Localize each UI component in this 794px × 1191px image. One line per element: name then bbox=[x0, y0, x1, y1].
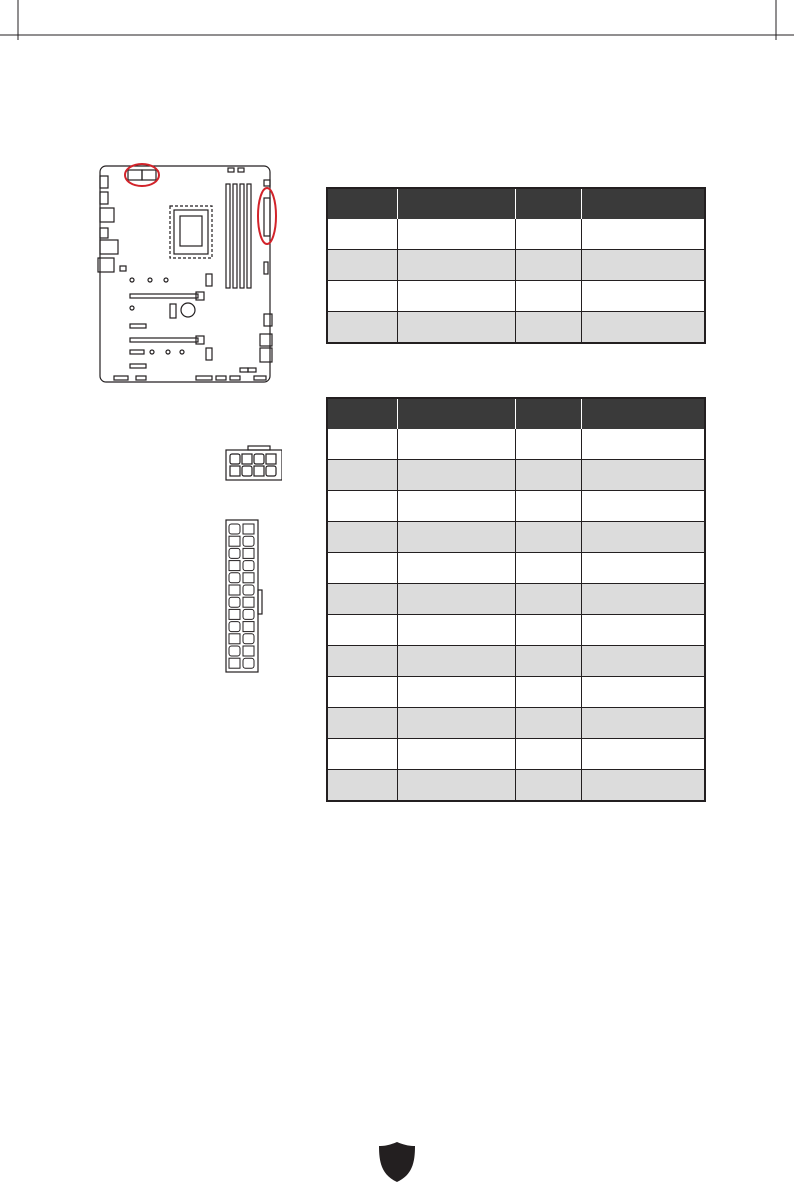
table-cell bbox=[327, 646, 397, 677]
table-row bbox=[327, 460, 705, 491]
table-row bbox=[327, 708, 705, 739]
table-cell bbox=[515, 281, 581, 312]
crop-mark bbox=[0, 0, 794, 40]
connector-pin bbox=[243, 548, 254, 558]
connector-pin bbox=[243, 585, 254, 595]
8-pin-connector-icon bbox=[222, 444, 282, 484]
connector-pin bbox=[229, 622, 240, 632]
table-row bbox=[327, 553, 705, 584]
table-row bbox=[327, 219, 705, 250]
header-cell bbox=[397, 398, 515, 429]
connector-pin bbox=[229, 658, 240, 668]
table-cell bbox=[327, 460, 397, 491]
table-cell bbox=[515, 429, 581, 460]
table-cell bbox=[397, 739, 515, 770]
connector-pin bbox=[243, 609, 254, 619]
table-cell bbox=[397, 219, 515, 250]
connector-pin bbox=[243, 646, 254, 656]
table-row bbox=[327, 312, 705, 344]
shield-logo-icon bbox=[378, 1141, 416, 1183]
connector-pin bbox=[229, 573, 240, 583]
table-cell bbox=[397, 708, 515, 739]
24-pin-connector-icon bbox=[222, 518, 264, 674]
table-cell bbox=[327, 312, 397, 344]
header-cell bbox=[581, 398, 705, 429]
connector-pin bbox=[229, 524, 240, 534]
connector-pin bbox=[243, 634, 254, 644]
connector-pin bbox=[243, 536, 254, 546]
table-cell bbox=[327, 770, 397, 802]
header-cell bbox=[327, 188, 397, 219]
table-cell bbox=[327, 553, 397, 584]
table-cell bbox=[327, 522, 397, 553]
table-cell bbox=[581, 219, 705, 250]
table-cell bbox=[515, 708, 581, 739]
table-cell bbox=[515, 770, 581, 802]
table-cell bbox=[397, 615, 515, 646]
table-row bbox=[327, 491, 705, 522]
table-row bbox=[327, 615, 705, 646]
table-cell bbox=[515, 584, 581, 615]
connector-pin bbox=[229, 609, 240, 619]
table-cell bbox=[327, 584, 397, 615]
header-cell bbox=[581, 188, 705, 219]
table-cell bbox=[581, 739, 705, 770]
table-cell bbox=[397, 250, 515, 281]
table-cell bbox=[397, 553, 515, 584]
table-cell bbox=[515, 646, 581, 677]
connector-pin bbox=[229, 536, 240, 546]
connector-pin bbox=[243, 573, 254, 583]
table-cell bbox=[581, 429, 705, 460]
table-cell bbox=[581, 615, 705, 646]
connector-pin bbox=[229, 561, 240, 571]
table-cell bbox=[397, 460, 515, 491]
table-cell bbox=[515, 553, 581, 584]
table-cell bbox=[327, 250, 397, 281]
connector-pin bbox=[229, 548, 240, 558]
table-cell bbox=[581, 250, 705, 281]
connector-pin bbox=[229, 646, 240, 656]
table-cell bbox=[327, 281, 397, 312]
table-row bbox=[327, 770, 705, 802]
table-cell bbox=[327, 615, 397, 646]
table-cell bbox=[581, 646, 705, 677]
pin-table-8pin bbox=[326, 187, 706, 344]
header-cell bbox=[397, 188, 515, 219]
table-cell bbox=[327, 708, 397, 739]
table-cell bbox=[327, 429, 397, 460]
table-row bbox=[327, 281, 705, 312]
table-cell bbox=[515, 522, 581, 553]
table-row bbox=[327, 677, 705, 708]
table-row bbox=[327, 522, 705, 553]
table-cell bbox=[515, 615, 581, 646]
table-cell bbox=[581, 770, 705, 802]
table-header bbox=[327, 188, 705, 219]
table-cell bbox=[397, 646, 515, 677]
table-header bbox=[327, 398, 705, 429]
table-cell bbox=[397, 491, 515, 522]
table-row bbox=[327, 250, 705, 281]
table-cell bbox=[515, 460, 581, 491]
table-cell bbox=[397, 770, 515, 802]
table-cell bbox=[515, 219, 581, 250]
connector-pin bbox=[243, 622, 254, 632]
connector-pin bbox=[243, 597, 254, 607]
table-row bbox=[327, 646, 705, 677]
header-cell bbox=[327, 398, 397, 429]
table-cell bbox=[515, 491, 581, 522]
table-cell bbox=[515, 312, 581, 344]
table-cell bbox=[581, 460, 705, 491]
table-cell bbox=[581, 708, 705, 739]
table-cell bbox=[397, 522, 515, 553]
table-cell bbox=[515, 677, 581, 708]
table-cell bbox=[581, 281, 705, 312]
pin-table-24pin bbox=[326, 397, 706, 802]
header-cell bbox=[515, 398, 581, 429]
connector-pin bbox=[229, 597, 240, 607]
connector-pin bbox=[229, 585, 240, 595]
table-row bbox=[327, 584, 705, 615]
table-row bbox=[327, 739, 705, 770]
table-cell bbox=[327, 491, 397, 522]
table-cell bbox=[581, 522, 705, 553]
table-cell bbox=[515, 250, 581, 281]
connector-pin bbox=[243, 658, 254, 668]
connector-pin bbox=[243, 561, 254, 571]
table-cell bbox=[327, 677, 397, 708]
table-cell bbox=[327, 219, 397, 250]
table-cell bbox=[581, 491, 705, 522]
table-row bbox=[327, 429, 705, 460]
table-cell bbox=[397, 281, 515, 312]
connector-pin bbox=[243, 524, 254, 534]
table-cell bbox=[581, 312, 705, 344]
header-cell bbox=[515, 188, 581, 219]
table-cell bbox=[581, 584, 705, 615]
table-cell bbox=[397, 677, 515, 708]
table-cell bbox=[581, 677, 705, 708]
motherboard-layout-icon bbox=[96, 156, 282, 388]
table-cell bbox=[397, 312, 515, 344]
table-cell bbox=[515, 739, 581, 770]
connector-pin bbox=[229, 634, 240, 644]
table-cell bbox=[327, 739, 397, 770]
table-cell bbox=[397, 584, 515, 615]
table-cell bbox=[581, 553, 705, 584]
table-cell bbox=[397, 429, 515, 460]
